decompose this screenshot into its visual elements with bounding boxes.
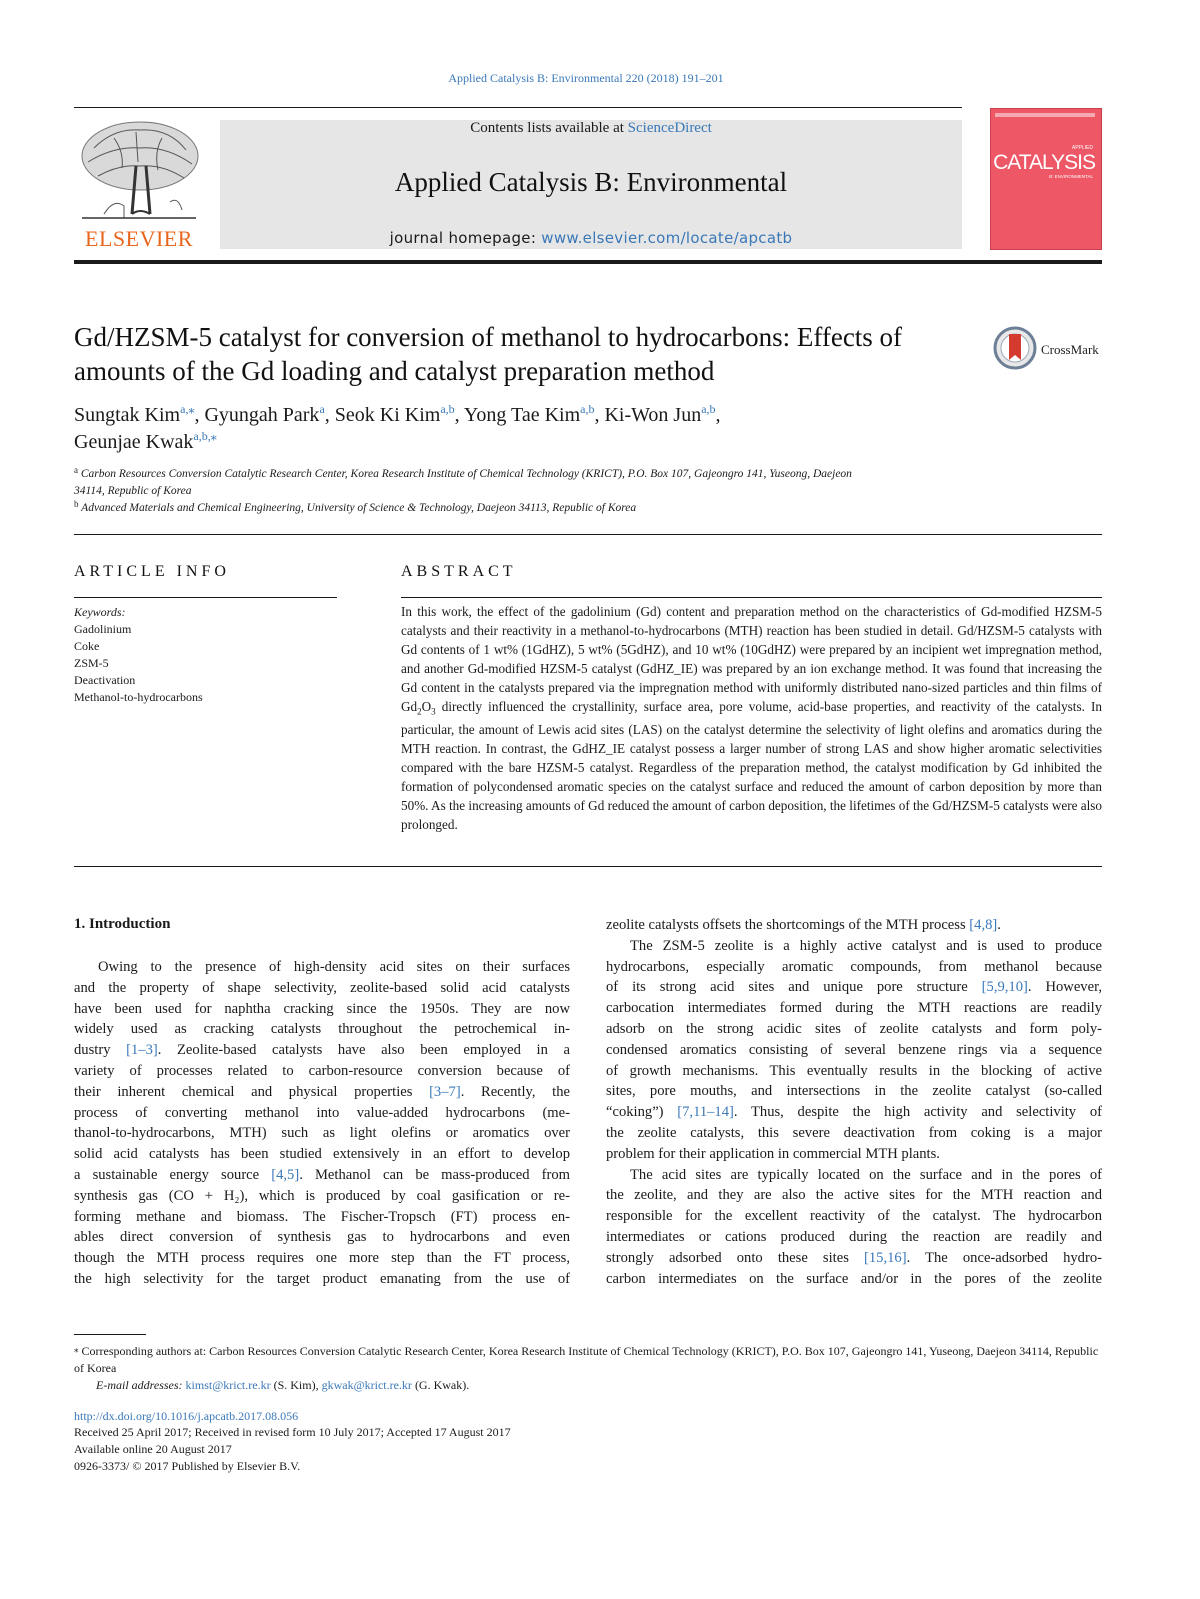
abstract-body (401, 603, 1102, 835)
intro-right-column (606, 915, 1102, 1289)
footnote-text: Corresponding authors at: Carbon Resources Conversion Catalytic Research Center, Korea Research Institute of Chemical Technology (KRICT), P.O. Box 107, Gajeongro 141, Yuseong, Daejeon 34114, Republic of Korea (74, 1344, 1099, 1375)
homepage-link[interactable]: www.elsevier.com/locate/apcatb (541, 229, 793, 247)
affiliation-rule (74, 534, 1102, 535)
text-line: carbocation intermediates formed during the MTH reactions are readily (606, 1000, 1102, 1017)
author-affil-mark[interactable]: a (319, 402, 325, 416)
keywords-label: Keywords: (74, 605, 126, 619)
text-line: intermediates or cations produced during the reaction are readily and (606, 1228, 1102, 1245)
keyword: ZSM-5 (74, 656, 109, 670)
abstract-rule (401, 597, 1102, 598)
author-name[interactable]: Geunjae Kwak (74, 431, 194, 453)
text-line: of growth mechanisms. This eventually results in the blocking of active (606, 1062, 1102, 1079)
author-name[interactable]: Yong Tae Kim (463, 404, 581, 426)
author-affil-mark[interactable]: a,b (701, 402, 716, 416)
citation-link[interactable]: [15,16] (864, 1249, 907, 1266)
copyright-line: 0926-3373/ © 2017 Published by Elsevier B.V. (74, 1459, 301, 1473)
text-line: Owing to the presence of high-density acid sites on their surfaces (98, 959, 570, 975)
text-line: carbon intermediates on the surface and/or in the pores of the zeolite (606, 1270, 1102, 1287)
text-line: adsorb on the strong acidic sites of zeolite catalysts and form poly- (606, 1020, 1102, 1037)
text-line: variety of processes related to carbon-resource conversion because of (74, 1062, 570, 1079)
affiliation-text: 34114, Republic of Korea (74, 485, 192, 497)
text-line: thanol-to-hydrocarbons, MTH) such as light olefins or aromatics over (74, 1125, 570, 1142)
homepage-line (220, 229, 962, 247)
affiliation-text: Carbon Resources Conversion Catalytic Research Center, Korea Research Institute of Chemical Technology (KRICT), P.O. Box 107, Gajeongro 141, Yuseong, Daejeon (80, 468, 852, 480)
keyword: Deactivation (74, 673, 136, 687)
affiliation-mark: a (74, 465, 78, 475)
abstract-sub: 3 (431, 706, 436, 717)
cover-applied: APPLIED (1071, 145, 1093, 151)
crossmark-icon (993, 326, 1037, 370)
text-line: sites, pore mouths, and intersections in the zeolite catalyst (so-called (606, 1083, 1102, 1100)
text-line: ables direct conversion of synthesis gas to hydrocarbons and even (74, 1229, 570, 1246)
crossmark-badge[interactable] (993, 326, 1108, 370)
citation-link[interactable]: [3–7] (429, 1083, 461, 1100)
email-owner: (G. Kwak). (411, 1378, 470, 1392)
author-name[interactable]: Gyungah Park (204, 404, 320, 426)
text-line: and the property of shape selectivity, zeolite-based solid acid catalysts (74, 979, 570, 996)
text-line: forming methane and biomass. The Fischer-Tropsch (FT) process en- (74, 1208, 570, 1225)
article-info-heading: ARTICLE INFO (74, 563, 230, 580)
affiliation-text: Advanced Materials and Chemical Engineering, University of Science & Technology, Daejeon 34113, Republic of Korea (81, 502, 637, 514)
email-owner: (S. Kim), (270, 1378, 322, 1392)
text-line: hydrocarbons, especially aromatic compounds, from methanol because (606, 958, 1102, 975)
corresponding-author-note (74, 1341, 1102, 1394)
received-dates: Received 25 April 2017; Received in revised form 10 July 2017; Accepted 17 August 2017 (74, 1425, 511, 1439)
text-line: zeolite catalysts offsets the shortcomings of the MTH process [4,8]. (606, 917, 1001, 933)
intro-left-column (74, 957, 570, 1290)
author-line-2 (74, 429, 974, 456)
text-line: synthesis gas (CO + H₂), which is produced by coal gasification or re- (74, 1187, 570, 1204)
elsevier-wordmark: ELSEVIER (85, 226, 193, 251)
author-sep: , (194, 404, 205, 426)
journal-name: Applied Catalysis B: Environmental (394, 167, 788, 197)
text-line: “coking”) [7,11–14]. Thus, despite the high activity and selectivity of (606, 1104, 1102, 1121)
cover-subtitle: B: ENVIRONMENTAL (1049, 174, 1093, 179)
crossmark-label: CrossMark (1041, 342, 1099, 357)
email-link-kwak[interactable]: gkwak@krict.re.kr (321, 1378, 412, 1392)
abstract-heading: ABSTRACT (401, 563, 517, 580)
header-rule (74, 107, 962, 108)
affiliation-mark: b (74, 499, 79, 509)
online-date: Available online 20 August 2017 (74, 1442, 232, 1456)
footnote-rule (74, 1334, 146, 1335)
article-title (74, 320, 974, 388)
abstract-mid: O (421, 698, 432, 714)
text-line: of its strong acid sites and unique pore structure [5,9,10]. However, (606, 979, 1103, 996)
text-line: The acid sites are typically located on the surface and in the pores of (630, 1166, 1102, 1183)
title-line-2: amounts of the Gd loading and catalyst preparation method (74, 356, 715, 386)
text-line: strongly adsorbed onto these sites [15,16]. The once-adsorbed hydro- (606, 1249, 1102, 1266)
author-list (74, 402, 974, 456)
text-line: problem for their application in commercial MTH plants. (606, 1145, 940, 1162)
email-label: E-mail addresses: (96, 1378, 186, 1392)
citation-link[interactable]: [1–3] (126, 1042, 158, 1059)
citation-link[interactable]: [4,5] (271, 1166, 300, 1183)
journal-masthead (220, 120, 962, 249)
author-sep: , (594, 404, 605, 426)
text-line: the zeolite catalysts, this severe deactivation from coking is a major (606, 1124, 1102, 1141)
footnote-mark: ⁎ (74, 1344, 79, 1354)
abstract-sub: 2 (417, 706, 422, 717)
text-line: their inherent chemical and physical properties [3–7]. Recently, the (74, 1083, 570, 1100)
author-sep: , (715, 404, 721, 426)
citation-link[interactable]: [5,9,10] (981, 979, 1028, 996)
author-name[interactable]: Seok Ki Kim (334, 404, 441, 426)
abstract-text-a: In this work, the effect of the gadolinium (Gd) content and preparation method on the characteristics of Gd-modified HZSM-5 catalysts and their reactivity in a methanol-to-hydrocarbons (MTH) reaction has been studied in detail. Gd/HZSM-5 catalysts with Gd contents of 1 wt% (1GdHZ), 5 wt% (5GdHZ), and 10 wt% (10GdHZ) were prepared by an incipient wet impregnation method, and another Gd-modified HZSM-5 catalyst (GdHZ_IE) was prepared by an ion exchange method. It was found that increasing the Gd content in the catalysts prepared via the impregnation method with uniformly distributed nano-sized particles and thin films of Gd (401, 604, 1102, 714)
author-name[interactable]: Sungtak Kim (74, 404, 181, 426)
text-line: solid acid catalysts has been studied extensively in an effort to develop (74, 1146, 570, 1163)
abstract-end-rule (74, 866, 1102, 867)
author-sep: , (324, 404, 335, 426)
text-line: process of converting methanol into value-added hydrocarbons (me- (74, 1104, 570, 1121)
doi-link[interactable]: http://dx.doi.org/10.1016/j.apcatb.2017.08.056 (74, 1409, 299, 1423)
author-line-1 (74, 402, 974, 429)
keyword: Gadolinium (74, 622, 132, 636)
masthead-thick-rule (74, 260, 1102, 264)
journal-citation[interactable]: Applied Catalysis B: Environmental 220 (2018) 191–201 (448, 71, 724, 85)
cover-title: CATALYSIS (993, 151, 1095, 174)
cover-header-strip (995, 113, 1095, 117)
text-line: the zeolite, and they are also the active sites for the MTH reaction and (606, 1187, 1102, 1204)
text-line: widely used as cracking catalysts throughout the petrochemical in- (74, 1021, 570, 1038)
author-affil-mark[interactable]: a,b (580, 402, 595, 416)
text-line: have been used for naphtha cracking since the 1950s. They are now (74, 1000, 570, 1017)
citation-link[interactable]: [7,11–14] (677, 1104, 734, 1121)
text-line: responsible for the excellent reactivity of the catalyst. The hydrocarbon (606, 1208, 1102, 1225)
text-line: The ZSM-5 zeolite is a highly active catalyst and is used to produce (630, 937, 1102, 954)
homepage-prefix: journal homepage: (389, 229, 542, 247)
title-line-1: Gd/HZSM-5 catalyst for conversion of methanol to hydrocarbons: Effects of (74, 322, 903, 352)
abstract-text-b: directly influenced the crystallinity, surface area, pore volume, acid-base properties, and reactivity of the catalysts. In particular, the amount of Lewis acid sites (LAS) on the catalyst determine the selectivity of light olefins and aromatics during the MTH reaction. In contrast, the GdHZ_IE catalyst possess a larger number of strong LAS and show higher aromatic selectivities compared with the bare HZSM-5 catalyst. Regardless of the preparation method, the catalyst modification by Gd inhibited the formation of polycondensed aromatic species on the catalyst surface and reduced the amount of carbon deposition by more than 50%. As the increasing amounts of Gd reduced the amount of carbon deposition, the lifetimes of the Gd/HZSM-5 catalysts were also prolonged. (401, 698, 1102, 832)
contents-line (220, 120, 962, 137)
text-line: the high selectivity for the target product emanating from the use of (74, 1270, 570, 1287)
citation-link[interactable]: [4,8] (969, 917, 998, 933)
keyword: Coke (74, 639, 100, 653)
text-line: condensed aromatics consisting of several benzene rings via a sequence (606, 1041, 1102, 1058)
affiliation-a (74, 466, 974, 500)
author-affil-mark[interactable]: a,b (440, 402, 455, 416)
intro-heading: 1. Introduction (74, 916, 171, 932)
sciencedirect-link[interactable]: ScienceDirect (627, 120, 712, 136)
journal-cover-thumbnail[interactable] (990, 108, 1102, 250)
text-line: a sustainable energy source [4,5]. Methanol can be mass-produced from (74, 1166, 570, 1183)
author-sep: , (454, 404, 464, 426)
keyword: Methanol-to-hydrocarbons (74, 690, 203, 704)
text-line: dustry [1–3]. Zeolite-based catalysts have also been employed in a (74, 1042, 570, 1059)
email-link-kim[interactable]: kimst@krict.re.kr (185, 1378, 271, 1392)
author-name[interactable]: Ki-Won Jun (604, 404, 702, 426)
elsevier-logo (74, 118, 204, 252)
article-info-rule (74, 597, 337, 598)
contents-prefix: Contents lists available at (470, 120, 628, 136)
text-line: though the MTH process requires one more step than the FT process, (74, 1250, 570, 1267)
author-affil-mark[interactable]: a,⁎ (180, 402, 195, 416)
elsevier-tree-icon (74, 118, 204, 224)
affiliation-b (74, 500, 974, 517)
author-affil-mark[interactable]: a,b,⁎ (193, 429, 217, 443)
